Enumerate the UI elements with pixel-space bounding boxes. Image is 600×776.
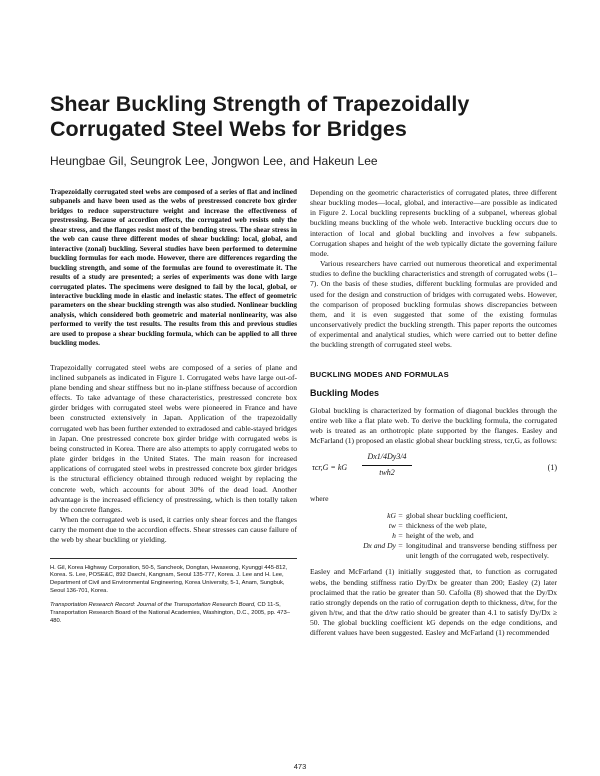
subsection-heading: Buckling Modes xyxy=(310,387,380,398)
definition-text: height of the web, and xyxy=(406,530,474,540)
left-column xyxy=(50,188,297,626)
equation-1 xyxy=(310,452,557,486)
journal-name: Transportation Research Record: Journal of the Transportation Research Board, xyxy=(50,602,256,609)
right-paragraph-1: Depending on the geometric characteristics of corrugated plates, three different shear buckling modes—local, global, and interactive—are possible as indicated in Figure 2. Local buckling represents buckling of a subpanel, whereas global buckling means buckling of the whole web. Interactive buckling occurs due to interaction of local and global buckling and involves a few subpanels. Corrugation shapes and height of the web typically dictate the governing failure mode. xyxy=(310,188,557,258)
article-title: Shear Buckling Strength of Trapezoidally Corrugated Steel Webs for Bridges xyxy=(50,92,470,141)
definition-row xyxy=(310,541,557,561)
footnote-divider xyxy=(50,558,297,559)
definition-row xyxy=(310,531,557,541)
article-authors: Heungbae Gil, Seungrok Lee, Jongwon Lee, and Hakeun Lee xyxy=(50,154,378,168)
journal-details: CD 11-S, Transportation Research Board of the National Academies, Washington, D.C., 2005, pp. 473–480. xyxy=(50,602,290,624)
right-paragraph-4: Easley and McFarland (1) initially suggested that, to function as corrugated webs, the bending stiffness ratio Dy/Dx be greater than 200; Easley (2) later proclaimed that the ratio be greater than 50. Cafolla (8) showed that the Dy/Dx ratio strongly depends on the ratio of corrugation depth to thickness, d/tw, for the given h/tw, and that the d/tw ratio should be greater than 4.1 to satisfy Dy/Dx ≥ 50. The global buckling coefficient kG depends on the edge conditions, and different values have been suggested. Easley and McFarland (1) recommended xyxy=(310,567,557,638)
body-paragraph-1: Trapezoidally corrugated steel webs are composed of a series of plane and inclined subpanels as indicated in Figure 1. Corrugated webs have large out-of-plane bending and shear stiffness but no in-plane stiffness because of accordion effects. To take advantage of these characteristics, prestressed concrete box girder bridges with corrugated steel webs were pioneered in France and have been constructed extensively in Japan. Application of the trapezoidally corrugated web has been further extended to extradosed and cable-stayed bridges in Japan. One prestressed concrete box girder bridge with corrugated webs is being constructed in Korea. There are also attempts to apply corrugated webs to plate girder bridges in the United States. The main reason for increased applications of corrugated steel webs in prestressed concrete box girder bridges is the structural efficiency obtained through reduced weight by replacing the concrete web, which accounts for about 30% of the dead load. Another advantage is the increased efficiency of prestressing, which is then totally taken by the concrete flanges. xyxy=(50,362,297,514)
definition-symbol: h = xyxy=(392,530,403,540)
definition-text: global shear buckling coefficient, xyxy=(406,510,508,520)
equation-denominator: twh2 xyxy=(379,467,395,477)
journal-citation xyxy=(50,602,297,626)
equation-lhs: τcr,G = kG xyxy=(312,463,348,473)
where-label: where xyxy=(310,494,329,504)
section-heading: BUCKLING MODES AND FORMULAS xyxy=(310,369,449,379)
right-paragraph-3: Global buckling is characterized by formation of diagonal buckles through the entire web like a flat plate web. To derive the buckling formula, the corrugated web is treated as an orthotropic plate supported by the flanges. Easley and McFarland (1) proposed an elastic global shear buckling stress, τcr,G, as follows: xyxy=(310,405,557,446)
definition-symbol: Dx and Dy = xyxy=(363,541,403,551)
definition-symbol: tw = xyxy=(388,520,403,530)
author-affiliations: H. Gil, Korea Highway Corporation, 50-5, Sancheok, Dongtan, Hwaseong, Kyunggi 445-812, Korea. S. Lee, POSE&C, 892 Daechi, Kangnam, Seoul 135-777, Korea. J. Lee and H. Lee, Department of Civil and Environmental Engineering, Korea University, 5-1, Anam, Sungbuk, Seoul 136-701, Korea. xyxy=(50,564,288,595)
definition-row xyxy=(310,521,557,531)
definition-row xyxy=(310,511,557,521)
equation-fraction xyxy=(362,452,412,477)
equation-numerator: Dx1/4Dy3/4 xyxy=(362,452,412,465)
definition-text: thickness of the web plate, xyxy=(406,520,487,530)
body-paragraph-2: When the corrugated web is used, it carries only shear forces and the flanges carry the moment due to the accordion effects. Shear stresses can cause failure of the web by shear buckling or yielding. xyxy=(50,515,297,545)
right-column xyxy=(310,188,557,638)
abstract: Trapezoidally corrugated steel webs are composed of a series of flat and inclined subpanels and have been used as the webs of prestressed concrete box girder bridges to reduce superstructure weight and increase the effectiveness of prestressing. Because of accordion effects, the corrugated web resists only the shear stress, and the flanges resist most of the bending stress. The shear stress in the web can cause three different modes of shear buckling: local, global, and interactive (zonal) buckling. Several studies have been performed to determine buckling formulas for each mode. However, there are differences regarding the buckling strength, and some of the formulas are found to overestimate it. The results of a study are presented; a series of experiments was done with large corrugated plates. The specimens were designed to fail by the local, global, or interactive buckling mode in elastic and inelastic states. The effect of geometric parameters on the shear buckling strength was also studied. Nonlinear buckling analysis, which considered both geometric and material nonlinearity, was also performed to verify the test results. The results from this and previous studies are used to propose a shear buckling formula, which can be applied to all three buckling modes. xyxy=(50,188,297,348)
definition-list xyxy=(310,511,557,562)
right-paragraph-2: Various researchers have carried out numerous theoretical and experimental studies to define the buckling characteristics and strength of corrugated webs (1–7). On the basis of these studies, different buckling formulas are provided and used for the design and construction of bridges with corrugated webs. However, the comparison of proposed buckling formulas shows discrepancies between them, and it is even suggested that some of the existing formulas unconservatively predict the buckling strength. This paper reports the outcomes of experimental and analytical studies, which were carried out to better define the buckling strength of corrugated steel webs. xyxy=(310,259,557,350)
definition-text: longitudinal and transverse bending stiffness per unit length of the corrugated web, respectively. xyxy=(406,541,557,561)
equation-number: (1) xyxy=(547,463,557,473)
definition-symbol: kG = xyxy=(387,510,403,520)
page-number: 473 xyxy=(293,762,307,771)
